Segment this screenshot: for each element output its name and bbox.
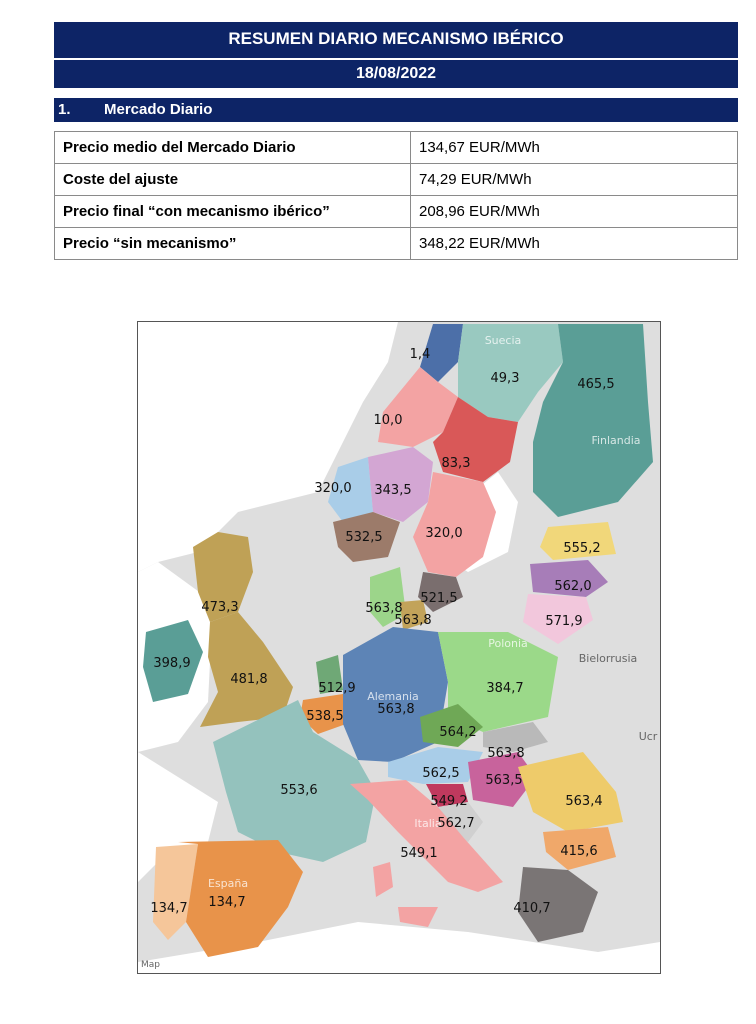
price-label-it: 549,1 — [400, 846, 438, 861]
row-label: Precio “sin mecanismo” — [55, 228, 411, 260]
price-label-se1: 49,3 — [490, 371, 520, 386]
europe-price-map — [137, 321, 661, 974]
price-label-at: 562,5 — [422, 766, 460, 781]
price-label-fi: 465,5 — [577, 377, 615, 392]
table-row — [55, 132, 738, 164]
price-summary-table — [54, 131, 738, 260]
price-label-cz: 564,2 — [439, 725, 477, 740]
price-label-ie: 398,9 — [153, 656, 191, 671]
row-label: Precio final “con mecanismo ibérico” — [55, 196, 411, 228]
price-label-se3: 320,0 — [425, 526, 463, 541]
price-label-dk1: 563,8 — [365, 601, 403, 616]
price-label-pt: 134,7 — [150, 901, 188, 916]
country-name-espana: España — [207, 877, 249, 890]
row-value: 208,96 EUR/MWh — [411, 196, 738, 228]
price-label-dk2: 563,8 — [394, 613, 432, 628]
price-label-sk: 563,8 — [487, 746, 525, 761]
row-value: 74,29 EUR/MWh — [411, 164, 738, 196]
price-label-be: 538,5 — [306, 709, 344, 724]
price-label-no1: 343,5 — [374, 483, 412, 498]
report-date: 18/08/2022 — [54, 60, 738, 88]
country-name-alemania: Alemania — [367, 690, 419, 703]
price-label-si: 549,2 — [430, 794, 468, 809]
country-name-polonia: Polonia — [488, 637, 528, 650]
price-label-ro: 563,4 — [565, 794, 603, 809]
price-label-no4: 1,4 — [409, 347, 431, 362]
section-number: 1. — [58, 101, 71, 118]
price-label-nl: 512,9 — [318, 681, 356, 696]
region-tag-ucrania: Ucr — [638, 730, 658, 743]
row-value: 348,22 EUR/MWh — [411, 228, 738, 260]
price-label-gb: 481,8 — [230, 672, 268, 687]
section-header — [54, 98, 738, 122]
country-name-finlandia: Finlandia — [591, 434, 641, 447]
row-label: Precio medio del Mercado Diario — [55, 132, 411, 164]
map-svg — [138, 322, 660, 973]
price-label-ee: 555,2 — [563, 541, 601, 556]
region-tag-bielorrusia: Bielorrusia — [578, 652, 638, 665]
table-row — [55, 196, 738, 228]
table-row — [55, 164, 738, 196]
table-row — [55, 228, 738, 260]
price-label-lt: 571,9 — [545, 614, 583, 629]
price-label-lv: 562,0 — [554, 579, 592, 594]
price-label-no5: 320,0 — [314, 481, 352, 496]
price-label-se2: 83,3 — [441, 456, 471, 471]
row-value: 134,67 EUR/MWh — [411, 132, 738, 164]
price-label-se4: 521,5 — [420, 591, 458, 606]
price-label-hu: 563,5 — [485, 773, 523, 788]
price-label-es: 134,7 — [208, 895, 246, 910]
country-name-suecia: Suecia — [484, 334, 522, 347]
report-title: RESUMEN DIARIO MECANISMO IBÉRICO — [54, 22, 738, 58]
price-label-pl: 384,7 — [486, 681, 524, 696]
price-label-no3: 10,0 — [373, 413, 403, 428]
price-label-de: 563,8 — [377, 702, 415, 717]
price-label-no2: 532,5 — [345, 530, 383, 545]
price-label-bg: 415,6 — [560, 844, 598, 859]
row-label: Coste del ajuste — [55, 164, 411, 196]
price-label-fr: 553,6 — [280, 783, 318, 798]
price-label-hr: 562,7 — [437, 816, 475, 831]
country-name-italia: Italia — [414, 817, 442, 830]
map-watermark: Map — [141, 960, 160, 970]
section-title: Mercado Diario — [104, 101, 213, 118]
price-label-gr: 410,7 — [513, 901, 551, 916]
price-label-gb-north: 473,3 — [201, 600, 239, 615]
